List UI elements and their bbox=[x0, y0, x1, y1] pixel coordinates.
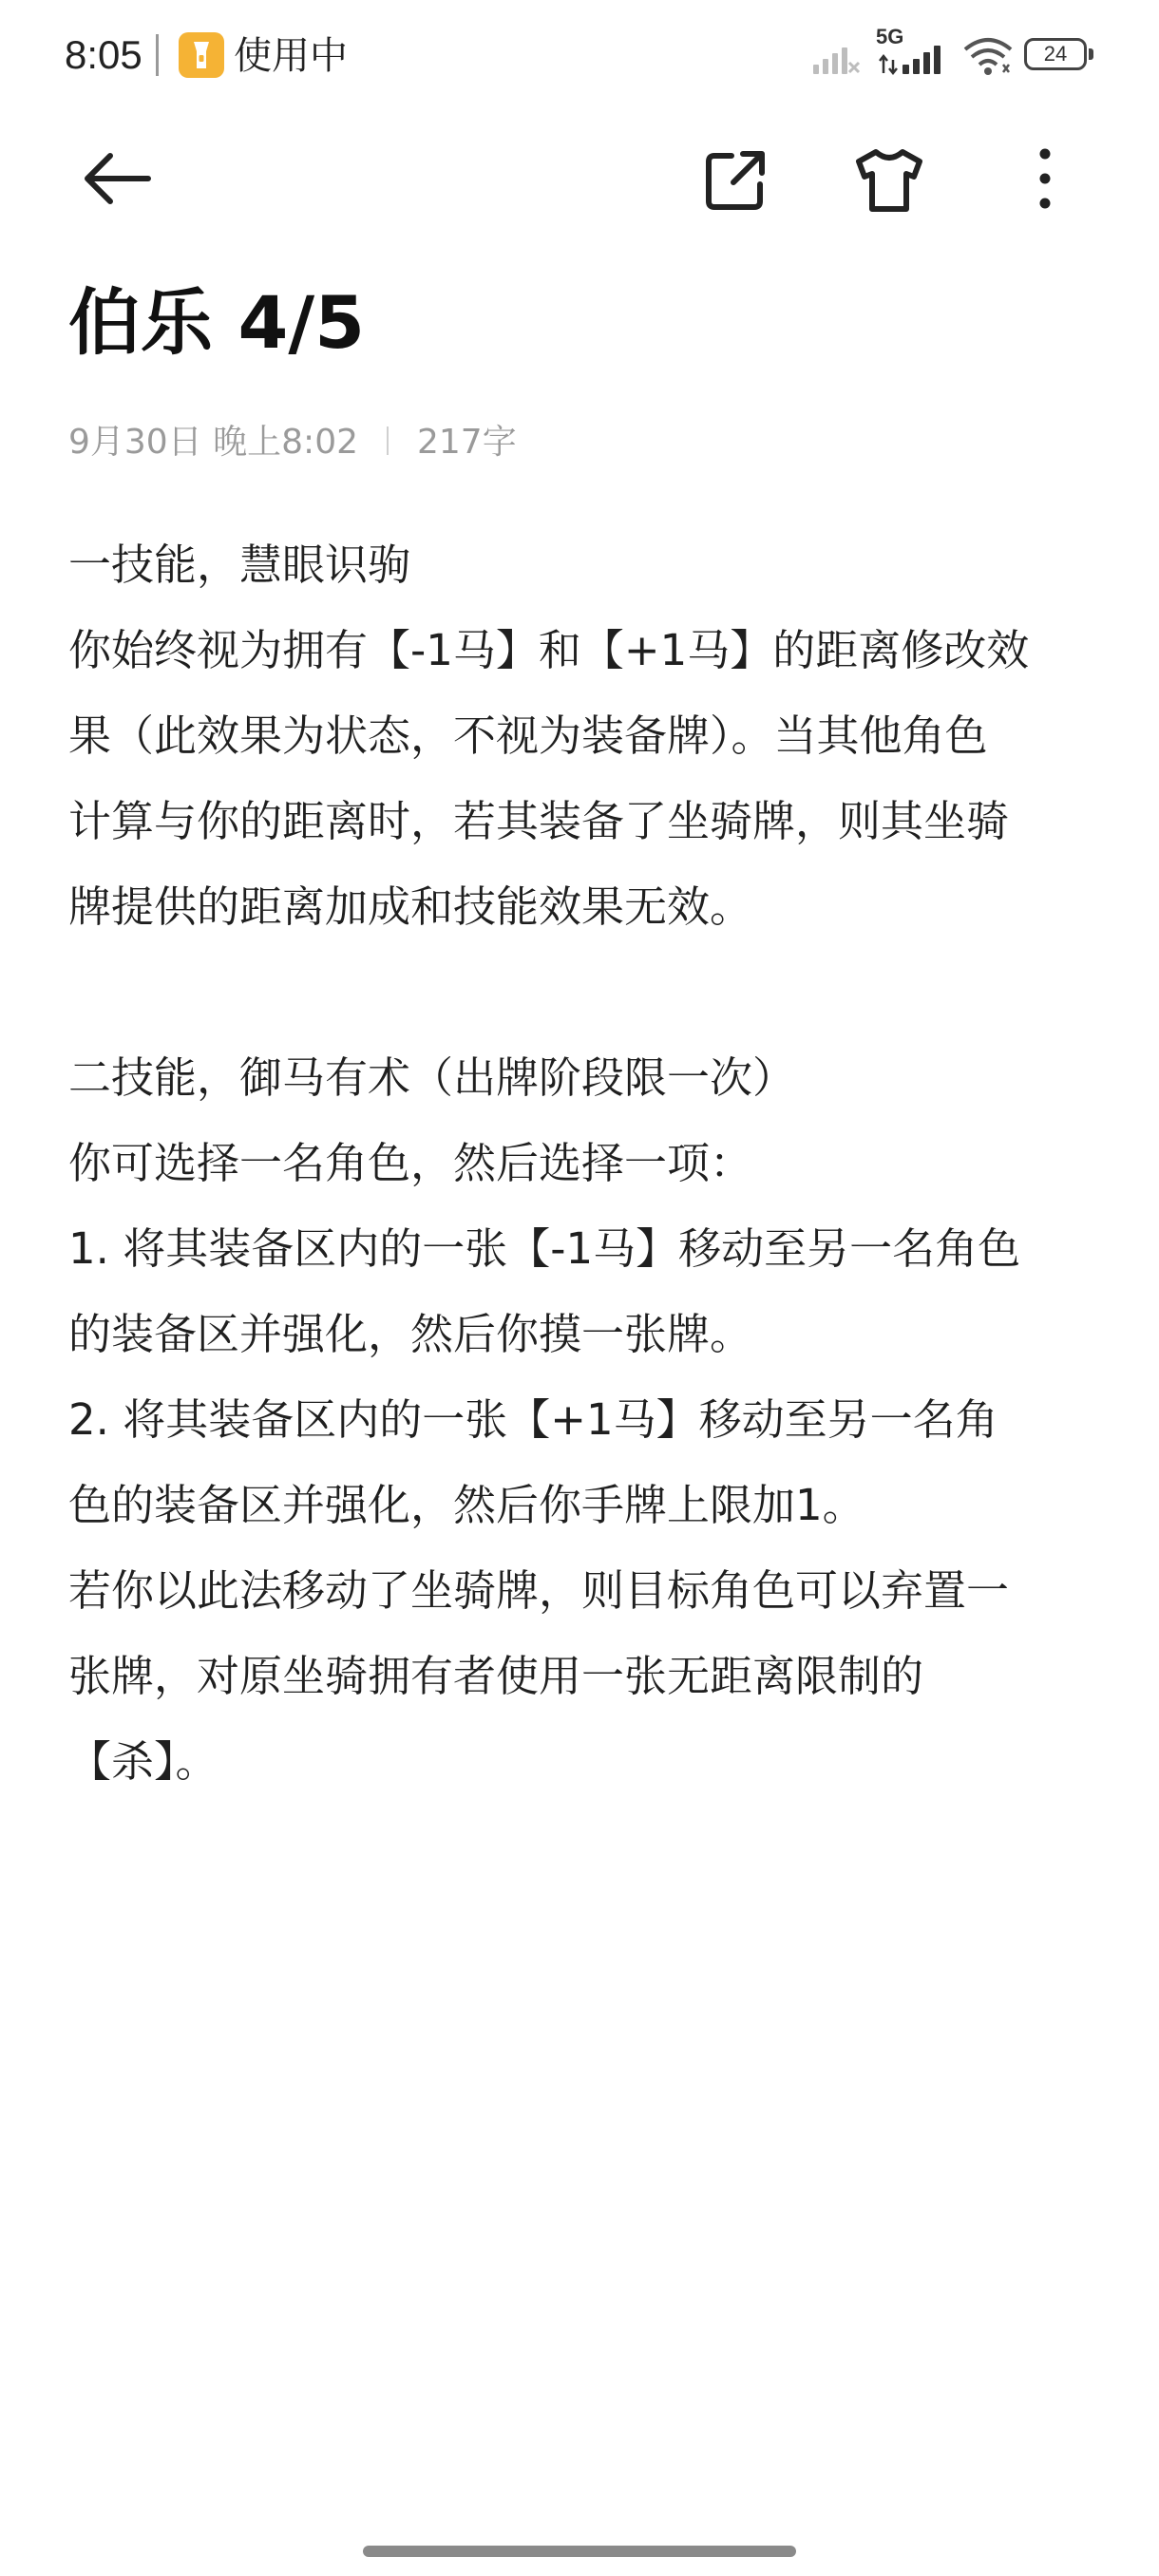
share-button[interactable] bbox=[678, 123, 792, 237]
share-icon bbox=[678, 123, 792, 237]
note-text-line: 一技能，慧眼识驹 bbox=[68, 540, 411, 590]
note-text-line: 计算与你的距离时，若其装备了坐骑牌，则其坐骑 bbox=[68, 796, 1010, 846]
theme-shirt-icon bbox=[832, 123, 946, 237]
note-text-line: 若你以此法移动了坐骑牌，则目标角色可以弃置一 bbox=[68, 1565, 1010, 1616]
note-text-line: 你可选择一名角色，然后选择一项： bbox=[68, 1138, 753, 1188]
status-icons bbox=[809, 25, 1094, 82]
theme-button[interactable] bbox=[832, 123, 946, 237]
in-use-label[interactable]: 使用中 bbox=[234, 34, 348, 78]
battery-level: 24 bbox=[1043, 42, 1068, 66]
flashlight-icon[interactable] bbox=[179, 32, 224, 78]
note-text-line: 牌提供的距离加成和技能效果无效。 bbox=[68, 881, 753, 932]
note-blank-line bbox=[68, 950, 1094, 1035]
note-text-line: 张牌，对原坐骑拥有者使用一张无距离限制的 bbox=[68, 1651, 924, 1701]
back-button[interactable] bbox=[61, 123, 175, 237]
more-button[interactable] bbox=[988, 123, 1102, 237]
note-word-count: 217字 bbox=[417, 423, 517, 462]
note-title[interactable]: 伯乐 4/5 bbox=[68, 280, 365, 365]
note-text-line: 色的装备区并强化，然后你手牌上限加1。 bbox=[68, 1480, 865, 1530]
battery-icon bbox=[1024, 38, 1094, 72]
note-text-line: 你始终视为拥有【-1马】和【+1马】的距离修改效 bbox=[68, 625, 1030, 675]
note-text-line: 1. 将其装备区内的一张【-1马】移动至另一名角色 bbox=[68, 1223, 1021, 1274]
home-indicator[interactable] bbox=[363, 2546, 796, 2557]
signal-5g-icon bbox=[876, 25, 952, 82]
note-text-line: 二技能，御马有术（出牌阶段限一次） bbox=[68, 1052, 796, 1103]
note-body[interactable] bbox=[68, 522, 1094, 1805]
more-icon bbox=[988, 123, 1102, 237]
status-bar bbox=[0, 0, 1159, 110]
back-arrow-icon bbox=[61, 123, 175, 237]
note-meta bbox=[68, 418, 517, 467]
toolbar bbox=[0, 123, 1159, 237]
note-text-line: 果（此效果为状态，不视为装备牌）。当其他角色 bbox=[68, 710, 988, 761]
note-text-line: 【杀】。 bbox=[68, 1736, 218, 1787]
meta-divider bbox=[387, 426, 389, 455]
status-separator bbox=[156, 34, 159, 76]
note-text-line: 的装备区并强化，然后你摸一张牌。 bbox=[68, 1309, 753, 1359]
signal-weak-icon bbox=[809, 28, 863, 82]
note-text-line: 2. 将其装备区内的一张【+1马】移动至另一名角 bbox=[68, 1394, 998, 1445]
wifi-icon bbox=[961, 28, 1015, 82]
network-label: 5G bbox=[876, 25, 904, 48]
status-time: 8:05 bbox=[65, 32, 142, 77]
note-date: 9月30日 晚上8:02 bbox=[68, 423, 358, 462]
